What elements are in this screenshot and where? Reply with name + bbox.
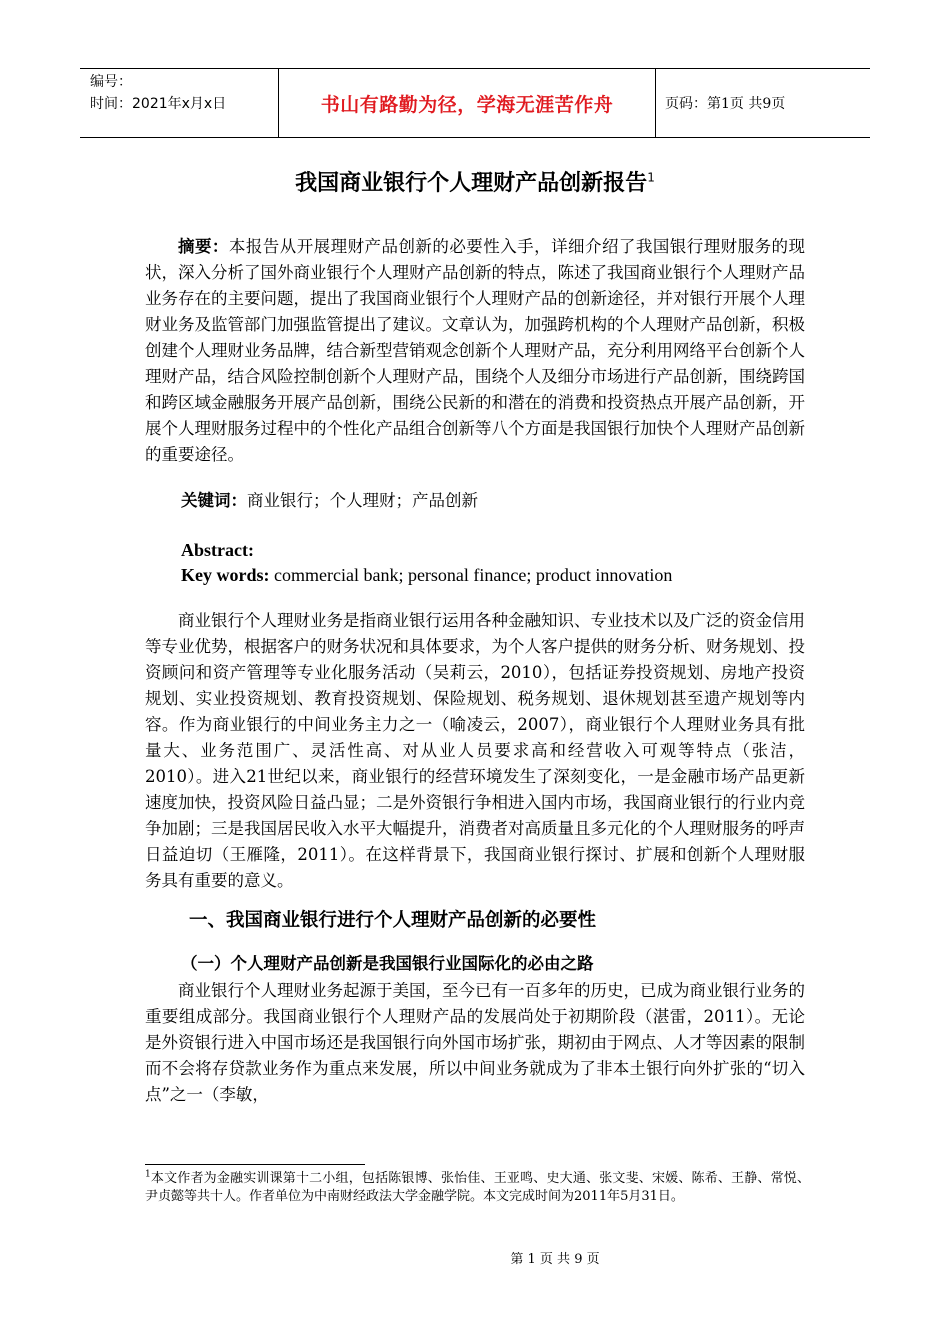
subsection-heading: （一）个人理财产品创新是我国银行业国际化的必由之路 xyxy=(181,954,594,973)
page-number: 第 1 页 共 9 页 xyxy=(510,1252,600,1267)
title-text: 我国商业银行个人理财产品创新报告 xyxy=(295,171,648,196)
page-header xyxy=(80,68,870,138)
document-title xyxy=(145,168,805,200)
english-abstract-label: Abstract: xyxy=(181,540,254,560)
abstract-label: 摘要： xyxy=(178,237,229,256)
keywords-line xyxy=(145,488,805,514)
keywords-label: 关键词： xyxy=(181,491,247,510)
document-number-label: 编号： xyxy=(90,74,132,90)
footnote-text: 本文作者为金融实训课第十二小组，包括陈银博、张怡佳、王亚鸣、史大通、张文斐、宋媛、陈希、王静、常悦、尹贞懿等共十人。作者单位为中南财经政法大学金融学院。本文完成时间为2011年5月31日。 xyxy=(145,1171,810,1204)
footnote-marker: 1 xyxy=(145,1169,151,1180)
subsection-paragraph: 商业银行个人理财业务起源于美国，至今已有一百多年的历史，已成为商业银行业务的重要组成部分。我国商业银行个人理财产品的发展尚处于初期阶段（湛雷，2011）。无论是外资银行进入中国市场还是我国银行向外国市场扩张，期初由于网点、人才等因素的限制而不会将存贷款业务作为重点来发展，所以中间业务就成为了非本土银行向外扩张的“切入点”之一（李敏， xyxy=(145,981,805,1104)
footnote-separator xyxy=(145,1164,365,1165)
abstract-paragraph xyxy=(145,234,805,468)
section-heading: 一、我国商业银行进行个人理财产品创新的必要性 xyxy=(189,910,597,931)
header-motto: 书山有路勤为径，学海无涯苦作舟 xyxy=(279,69,656,137)
title-footnote-marker: 1 xyxy=(647,170,655,185)
english-keywords-label: Key words: xyxy=(181,565,270,585)
abstract-text: 本报告从开展理财产品创新的必要性入手，详细介绍了我国银行理财服务的现状，深入分析了国外商业银行个人理财产品创新的特点，陈述了我国商业银行个人理财产品业务存在的主要问题，提出了我国商业银行个人理财产品的创新途径，并对银行开展个人理财业务及监管部门加强监管提出了建议。文章认为，加强跨机构的个人理财产品创新，积极创建个人理财业务品牌，结合新型营销观念创新个人理财产品，充分利用网络平台创新个人理财产品，结合风险控制创新个人理财产品，围绕个人及细分市场进行产品创新，围绕跨国和跨区域金融服务开展产品创新，围绕公民新的和潜在的消费和投资热点开展产品创新，开展个人理财服务过程中的个性化产品组合创新等八个方面是我国银行加快个人理财产品创新的重要途径。 xyxy=(145,237,805,464)
header-meta xyxy=(80,69,279,137)
english-keywords-text: commercial bank; personal finance; product innovation xyxy=(269,565,673,585)
intro-paragraph: 商业银行个人理财业务是指商业银行运用各种金融知识、专业技术以及广泛的资金信用等专业优势，根据客户的财务状况和具体要求，为个人客户提供的财务分析、财务规划、投资顾问和资产管理等专业化服务活动（吴莉云，2010），包括证券投资规划、房地产投资规划、实业投资规划、教育投资规划、保险规划、税务规划、退休规划甚至遗产规划等内容。作为商业银行的中间业务主力之一（喻凌云，2007），商业银行个人理财业务具有批量大、业务范围广、灵活性高、对从业人员要求高和经营收入可观等特点（张洁，2010）。进入21世纪以来，商业银行的经营环境发生了深刻变化，一是金融市场产品更新速度加快，投资风险日益凸显；二是外资银行争相进入国内市场，我国商业银行的行业内竞争加剧；三是我国居民收入水平大幅提升，消费者对高质量且多元化的个人理财服务的呼声日益迫切（王雁隆，2011）。在这样背景下，我国商业银行探讨、扩展和创新个人理财服务具有重要的意义。 xyxy=(145,611,805,890)
document-time-label: 时间：2021年x月x日 xyxy=(90,96,227,112)
keywords-text: 商业银行；个人理财；产品创新 xyxy=(247,491,478,510)
document-body xyxy=(145,160,805,1108)
english-abstract-block xyxy=(145,538,805,588)
footnote xyxy=(145,1170,810,1206)
header-page-info: 页码：第1页 共9页 xyxy=(665,96,786,112)
